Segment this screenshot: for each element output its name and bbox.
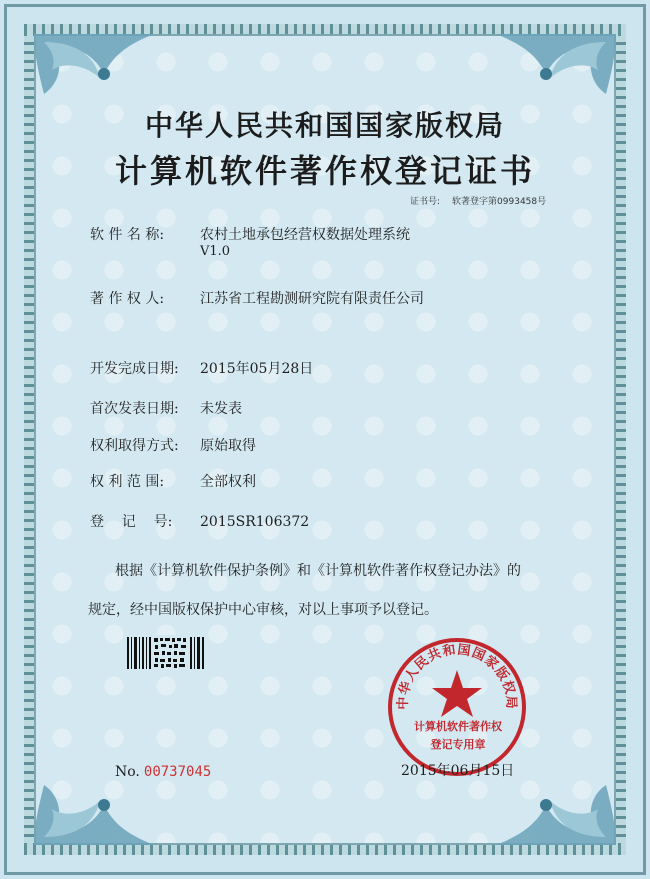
software-name-label: 软 件 名 称:: [90, 227, 165, 243]
software-name-value: 农村土地承包经营权数据处理系统: [200, 227, 410, 243]
software-version: V1.0: [200, 244, 231, 259]
certificate-number-value: 软著登字第0993458号: [452, 197, 547, 207]
issue-date: 2015年06月15日: [401, 763, 515, 779]
rights-scope-value: 全部权利: [200, 474, 256, 490]
dev-date-row: [90, 358, 313, 378]
certificate-number-label: 证书号:: [410, 197, 441, 207]
registration-number-row: [90, 511, 309, 531]
owner-label: 著 作 权 人:: [90, 291, 165, 307]
pub-date-value: 未发表: [200, 401, 242, 417]
rights-acquisition-label: 权利取得方式:: [90, 438, 179, 454]
pub-date-row: [90, 398, 242, 418]
registration-number-value: 2015SR106372: [200, 514, 310, 530]
seal-line-2: 登记专用章: [430, 738, 486, 751]
rights-scope-row: [90, 471, 256, 491]
rights-acquisition-row: [90, 435, 256, 455]
dev-date-value: 2015年05月28日: [200, 361, 314, 377]
registration-number-label: 登 记 号:: [90, 514, 173, 530]
owner-value: 江苏省工程勘测研究院有限责任公司: [200, 291, 424, 307]
statement-line-2: 规定，经中国版权保护中心审核，对以上事项予以登记。: [88, 602, 438, 618]
serial-number: [115, 764, 211, 780]
rights-acquisition-value: 原始取得: [200, 438, 256, 454]
certificate-title: 计算机软件著作权登记证书: [114, 152, 535, 190]
owner-row: [90, 288, 424, 308]
official-seal: [386, 636, 528, 778]
statement-line-1: 根据《计算机软件保护条例》和《计算机软件著作权登记办法》的: [115, 563, 521, 579]
serial-label: No.: [115, 764, 140, 780]
rights-scope-label: 权 利 范 围:: [90, 474, 165, 490]
issuing-authority: 中华人民共和国国家版权局: [144, 109, 505, 142]
seal-arc-text: 中华人民共和国国家版权局: [395, 642, 519, 710]
serial-value: 00737045: [143, 764, 212, 780]
barcode: [127, 635, 205, 671]
pub-date-label: 首次发表日期:: [90, 401, 179, 417]
certificate-number: [410, 194, 546, 207]
software-name-row: [90, 224, 410, 244]
dev-date-label: 开发完成日期:: [90, 361, 179, 377]
seal-line-1: 计算机软件著作权: [414, 720, 502, 733]
